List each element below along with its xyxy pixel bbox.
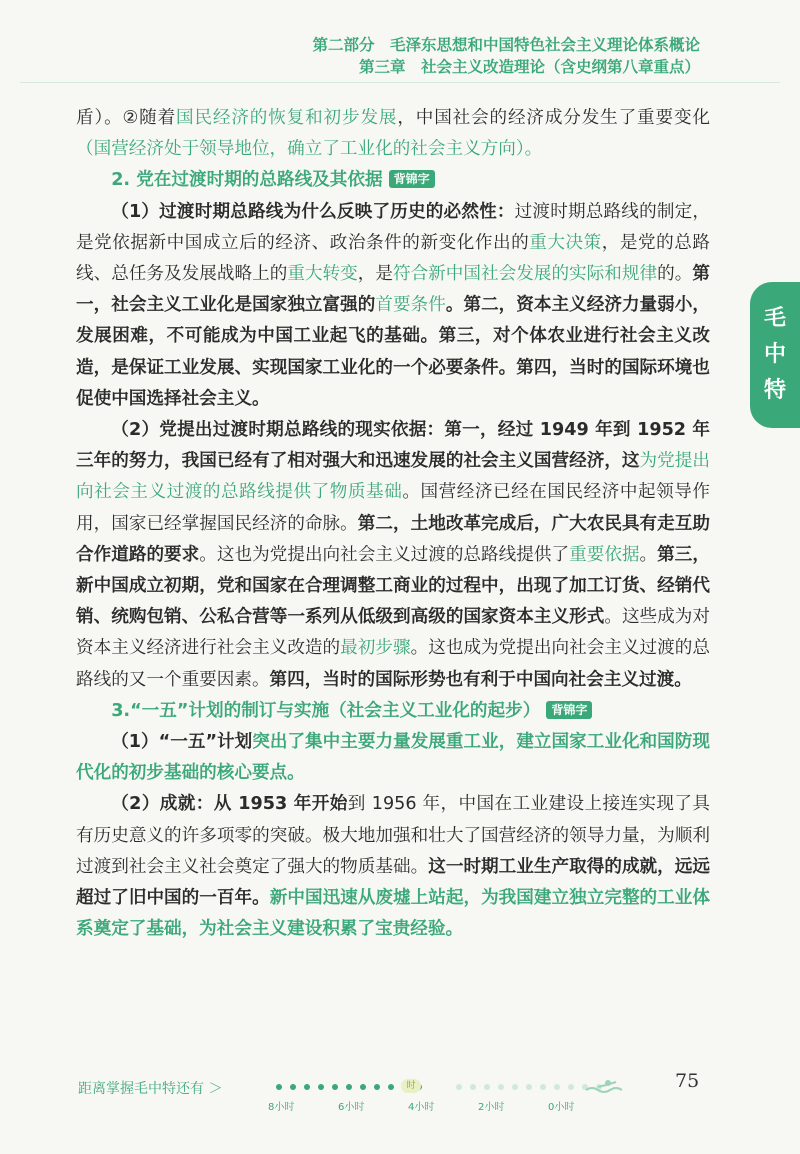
paragraph: （1）过渡时期总路线为什么反映了历史的必然性：过渡时期总路线的制定，是党依据新中国成立后的经济、政治条件的新变化作出的重大决策，是党的总路线、总任务及发展战略上的重大转变，是符合新中国社会发展的实际和规律的。第一，社会主义工业化是国家独立富强的首要条件。第二，资本主义经济力量弱小，发展困难，不可能成为中国工业起飞的基础。第三，对个体农业进行社会主义改造，是保证工业发展、实现国家工业化的一个必要条件。第四，当时的国际环境也促使中国选择社会主义。 [76, 201, 710, 409]
progress-dot [304, 1084, 310, 1090]
side-tab [750, 282, 800, 428]
progress-dot [554, 1084, 560, 1090]
progress-tick: 4小时 [408, 1102, 435, 1113]
swimmer-icon [584, 1076, 628, 1098]
page-body [76, 103, 710, 945]
page-number: 75 [675, 1070, 700, 1092]
paragraph: （2）成就：从 1953 年开始到 1956 年，中国在工业建设上接连实现了具有历史意义的许多项零的突破。极大地加强和壮大了国营经济的领导力量，为顺利过渡到社会主义社会奠定了强大的物质基础。这一时期工业生产取得的成就，远远超过了旧中国的一百年。新中国迅速从废墟上站起，为我国建立独立完整的工业体系奠定了基础，为社会主义建设积累了宝贵经验。 [76, 794, 710, 940]
progress-dot [388, 1084, 394, 1090]
header-divider [20, 82, 780, 83]
header-chapter: 第三章 社会主义改造理论（含史纲第八章重点） [358, 58, 700, 76]
progress-dot [498, 1084, 504, 1090]
progress-dot [484, 1084, 490, 1090]
progress-dot [470, 1084, 476, 1090]
progress-track [268, 1076, 636, 1116]
progress-dot [290, 1084, 296, 1090]
paragraph: （2）党提出过渡时期总路线的现实依据：第一，经过 1949 年到 1952 年三年的努力，我国已经有了相对强大和迅速发展的社会主义国营经济，这为党提出向社会主义过渡的总路线提供了物质基础。国营经济已经在国民经济中起领导作用，国家已经掌握国民经济的命脉。第二，土地改革完成后，广大农民具有走互助合作道路的要求。这也为党提出向社会主义过渡的总路线提供了重要依据。第三，新中国成立初期，党和国家在合理调整工商业的过程中，出现了加工订货、经销代销、统购包销、公私合营等一系列从低级到高级的国家资本主义形式。这些成为对资本主义经济进行社会主义改造的最初步骤。这也成为党提出向社会主义过渡的总路线的又一个重要因素。第四，当时的国际形势也有利于中国向社会主义过渡。 [76, 420, 710, 690]
side-tab-char: 中 [763, 342, 786, 367]
progress-dot [318, 1084, 324, 1090]
recite-tag: 背锦字 [389, 170, 435, 188]
progress-dot [540, 1084, 546, 1090]
paragraph: 盾）。②随着国民经济的恢复和初步发展，中国社会的经济成分发生了重要变化（国营经济处于领导地位，确立了工业化的社会主义方向）。 [76, 108, 710, 160]
progress-tick: 2小时 [478, 1102, 505, 1113]
progress-dot [346, 1084, 352, 1090]
side-tab-char: 特 [763, 378, 786, 403]
progress-dot [374, 1084, 380, 1090]
progress-dot [568, 1084, 574, 1090]
running-header [312, 34, 700, 78]
progress-dot [526, 1084, 532, 1090]
progress-tick: 6小时 [338, 1102, 365, 1113]
header-part: 第二部分 毛泽东思想和中国特色社会主义理论体系概论 [312, 36, 700, 54]
side-tab-char: 毛 [763, 306, 786, 331]
progress-dot [332, 1084, 338, 1090]
progress-dot [512, 1084, 518, 1090]
progress-tick: 0小时 [548, 1102, 575, 1113]
recite-tag: 背锦字 [546, 701, 592, 719]
section-heading: 3.“一五”计划的制订与实施（社会主义工业化的起步） 背锦字 [76, 696, 710, 727]
progress-dot [456, 1084, 462, 1090]
progress-label: 距离掌握毛中特还有 ＞ [78, 1081, 223, 1097]
progress-tick: 8小时 [268, 1102, 295, 1113]
paragraph: （1）“一五”计划突出了集中主要力量发展重工业，建立国家工业化和国防现代化的初步基础的核心要点。 [76, 732, 710, 784]
progress-dot [360, 1084, 366, 1090]
section-heading: 2. 党在过渡时期的总路线及其依据 背锦字 [76, 165, 710, 196]
progress-marker: 时 [401, 1079, 421, 1093]
progress-dot [276, 1084, 282, 1090]
